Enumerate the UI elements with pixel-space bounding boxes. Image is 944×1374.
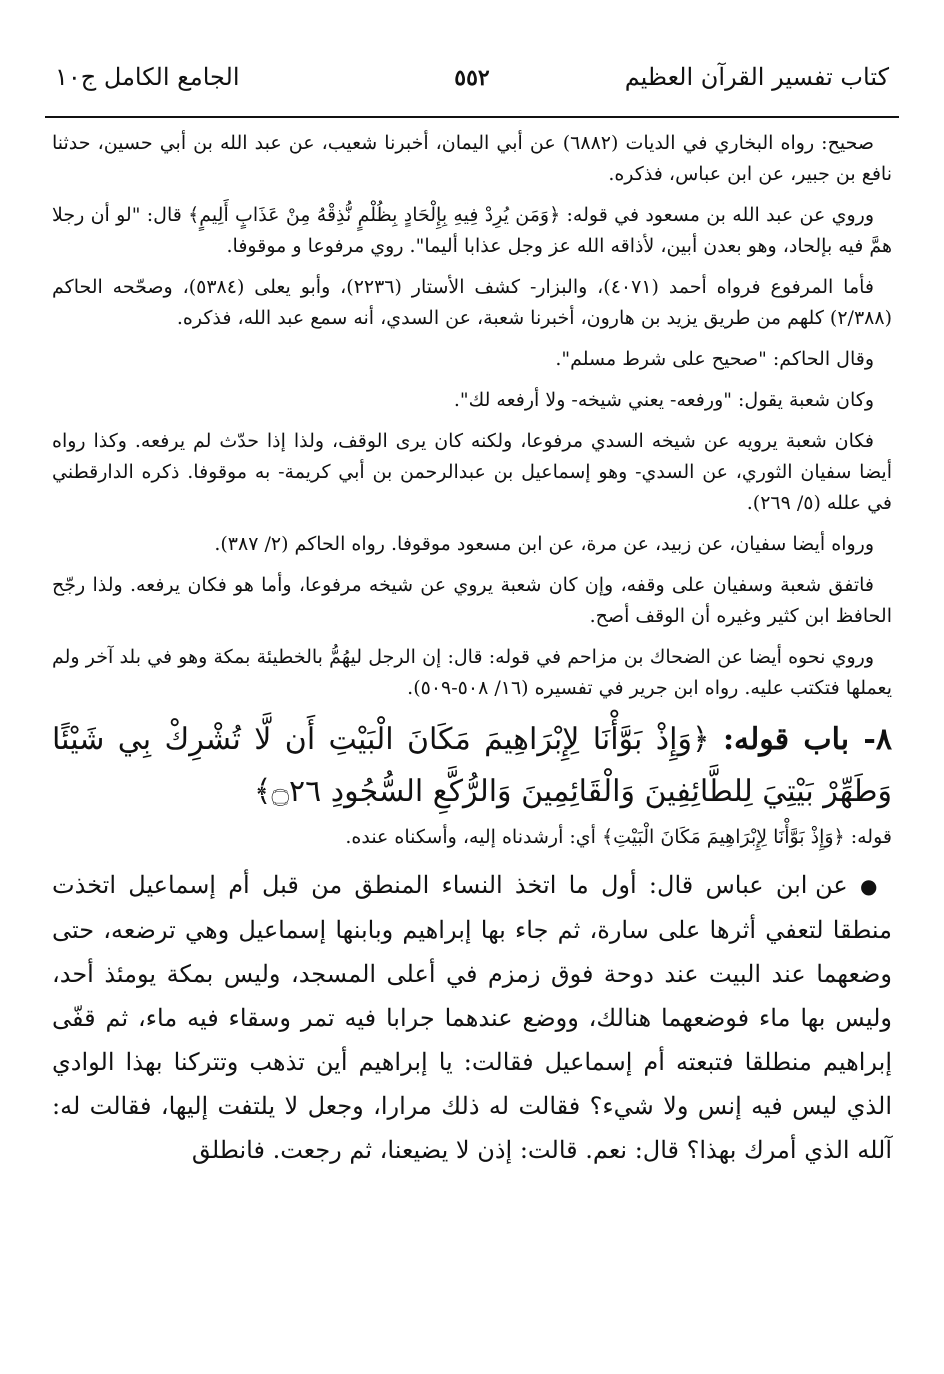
book-title: كتاب تفسير القرآن العظيم <box>624 63 889 91</box>
paragraph-5: وكان شعبة يقول: "ورفعه- يعني شيخه- ولا أرفعه لك". <box>453 389 874 411</box>
paragraph-7: ورواه أيضا سفيان، عن زبيد، عن مرة، عن ابن مسعود موقوفا. رواه الحاكم (٢/ ٣٨٧). <box>214 533 874 555</box>
paragraph-6: فكان شعبة يرويه عن شيخه السدي مرفوعا، ولكنه كان يرى الوقف، ولذا إذا حدّث لم يرفعه. وكذا رواه أيضا سفيان الثوري، عن السدي- وهو إسماعيل بن عبدالرحمن بن أبي كريمة- به موقوفا. ذكره الدارقطني في علله (٥/ ٢٦٩). <box>52 430 892 514</box>
chapter-verse: ﴿وَإِذْ بَوَّأْنَا لِإِبْرَاهِيمَ مَكَانَ الْبَيْتِ أَن لَّا تُشْرِكْ بِي شَيْئًا وَطَهِّرْ بَيْتِيَ لِلطَّائِفِينَ وَالْقَائِمِينَ وَالرُّكَّعِ السُّجُودِ ۝٢٦﴾ <box>52 722 892 809</box>
paragraph-9: وروي نحوه أيضا عن الضحاك بن مزاحم في قوله: قال: إن الرجل ليهُمُّ بالخطيئة بمكة وهو في بلد آخر ولم يعملها فتكتب عليه. رواه ابن جرير في تفسيره (١٦/ ٥٠٨-٥٠٩). <box>52 646 892 699</box>
page-number: ٥٥٢ <box>454 65 490 91</box>
page-header <box>40 55 904 115</box>
hadith-text-block <box>52 863 892 1172</box>
header-divider <box>45 116 899 118</box>
page-content <box>52 128 892 1172</box>
paragraph-8: فاتفق شعبة وسفيان على وقفه، وإن كان شعبة يروي عن شيخه مرفوعا، وأما هو فكان يرفعه. ولذا رجّح الحافظ ابن كثير وغيره أن الوقف أصح. <box>52 574 892 627</box>
collection-title: الجامع الكامل ج١٠ <box>55 63 240 91</box>
bullet-icon: ● <box>859 874 882 898</box>
verse-explanation: قوله: ﴿وَإِذْ بَوَّأْنَا لِإِبْرَاهِيمَ مَكَانَ الْبَيْتِ﴾ أي: أرشدناه إليه، وأسكناه عنده. <box>345 826 892 848</box>
paragraph-3: فأما المرفوع فرواه أحمد (٤٠٧١)، والبزار- كشف الأستار (٢٢٣٦)، وأبو يعلى (٥٣٨٤)، وصحّحه الحاكم (٢/٣٨٨) كلهم من طريق يزيد بن هارون، أخبرنا شعبة، عن السدي، أنه سمع عبد الله، فذكره. <box>52 276 892 329</box>
paragraph-1: صحيح: رواه البخاري في الديات (٦٨٨٢) عن أبي اليمان، أخبرنا شعيب، عن عبد الله بن أبي حسين، حدثنا نافع بن جبير، عن ابن عباس، فذكره. <box>52 132 892 185</box>
paragraph-2: وروي عن عبد الله بن مسعود في قوله: ﴿وَمَن يُرِدْ فِيهِ بِإِلْحَادٍ بِظُلْمٍ نُّذِقْهُ مِنْ عَذَابٍ أَلِيمٍ﴾ قال: "لو أن رجلا همَّ فيه بإلحاد، وهو بعدن أبين، لأذاقه الله عز وجل عذابا أليما". روي مرفوعا و موقوفا. <box>52 204 892 257</box>
hadith-text: عن ابن عباس قال: أول ما اتخذ النساء المنطق من قبل أم إسماعيل اتخذت منطقا لتعفي أثرها على سارة، ثم جاء بها إبراهيم وبابنها إسماعيل وهي ترضعه، حتى وضعهما عند البيت عند دوحة فوق زمزم في أعلى المسجد، وليس بمكة يومئذ أحد، وليس بها ماء فوضعهما هنالك، ووضع عندهما جرابا فيه تمر وسقاء فيه ماء، ثم قفّى إبراهيم منطلقا فتبعته أم إسماعيل فقالت: يا إبراهيم أين تذهب وتتركنا بهذا الوادي الذي ليس فيه إنس ولا شيء؟ فقالت له ذلك مرارا، وجعل لا يلتفت إليها، فقالت له: آلله الذي أمرك بهذا؟ قال: نعم. قالت: إذن لا يضيعنا، ثم رجعت. فانطلق <box>52 871 892 1164</box>
chapter-heading <box>52 714 892 818</box>
paragraph-4: وقال الحاكم: "صحيح على شرط مسلم". <box>555 348 874 370</box>
chapter-label: ٨- باب قوله: <box>722 722 892 757</box>
